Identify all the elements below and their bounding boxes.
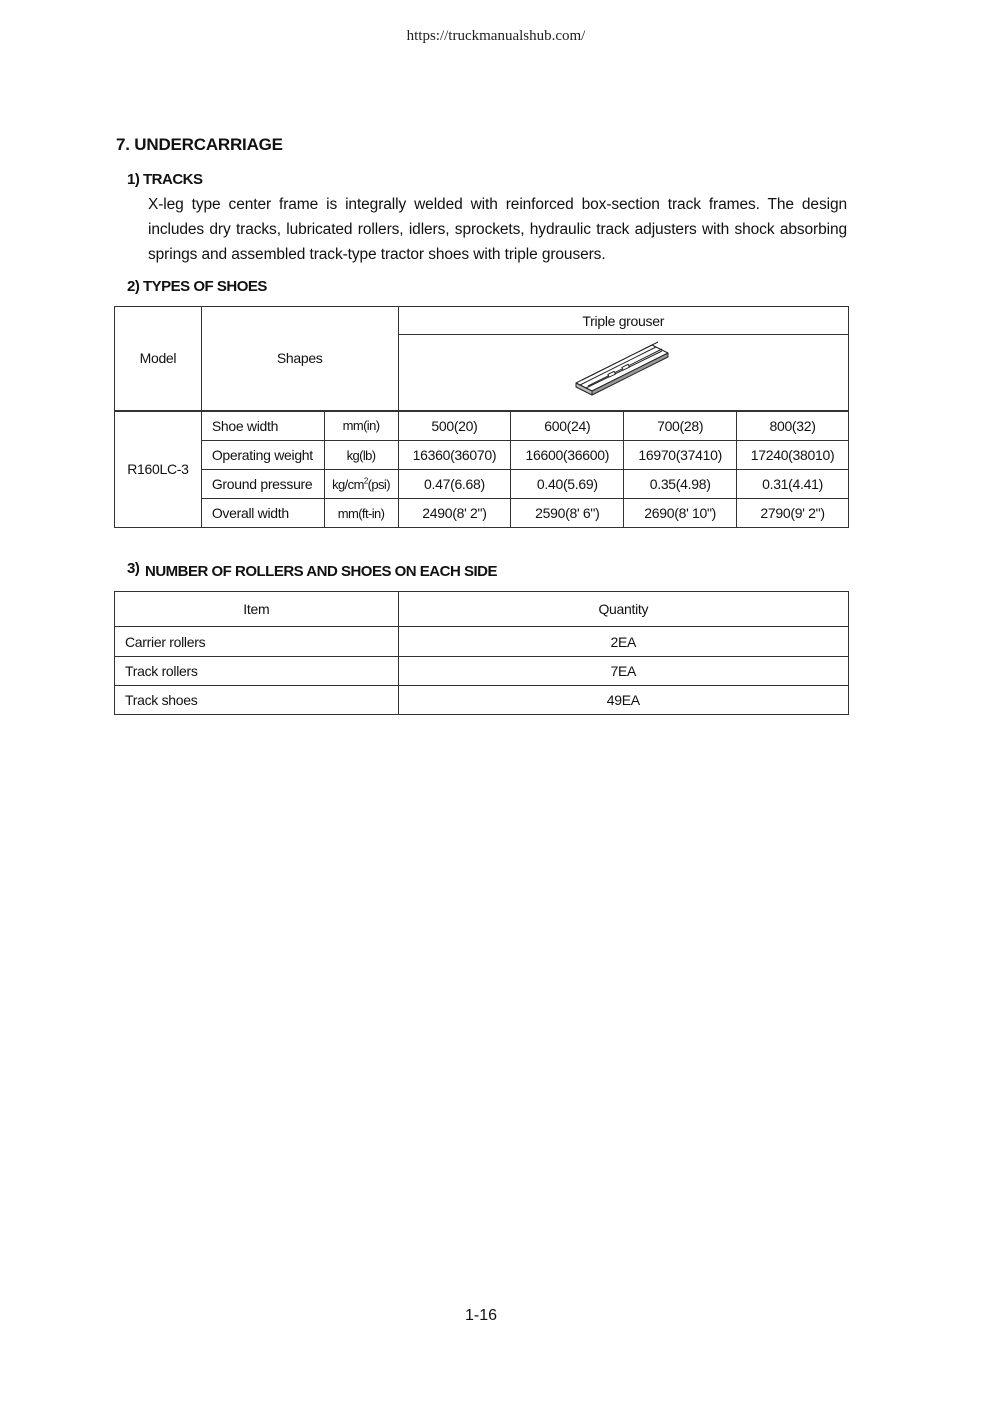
tracks-heading: 1) TRACKS [127, 171, 203, 188]
table-row [115, 411, 849, 441]
value-cell: 700(28) [624, 411, 737, 441]
item-header: Item [115, 592, 399, 627]
value-cell: 16970(37410) [624, 441, 737, 470]
table-header-row [115, 307, 849, 335]
row-label: Overall width [201, 499, 324, 528]
value-cell: 0.40(5.69) [511, 470, 624, 499]
value-cell: 2790(9' 2") [737, 499, 849, 528]
quantity-cell: 2EA [398, 627, 848, 657]
value-cell: 0.47(6.68) [398, 470, 511, 499]
row-unit: mm(in) [324, 411, 398, 441]
row-unit: $kg/cm^2(psi)$ [324, 470, 398, 499]
table-row [115, 686, 849, 715]
shoe-shape-cell [398, 335, 848, 411]
source-url: https://truckmanualshub.com/ [406, 28, 586, 44]
value-cell: 800(32) [737, 411, 849, 441]
row-unit: kg(lb) [324, 441, 398, 470]
value-cell: 2590(8' 6") [511, 499, 624, 528]
item-cell: Track rollers [115, 657, 399, 686]
value-cell: 17240(38010) [737, 441, 849, 470]
value-cell: 2490(8' 2") [398, 499, 511, 528]
shoe-types-table [114, 306, 849, 528]
row-label: Shoe width [201, 411, 324, 441]
value-cell: 16360(36070) [398, 441, 511, 470]
value-cell: 16600(36600) [511, 441, 624, 470]
table-row [115, 499, 849, 528]
value-cell: 0.31(4.41) [737, 470, 849, 499]
table-row [115, 657, 849, 686]
quantity-cell: 49EA [398, 686, 848, 715]
model-name: R160LC-3 [115, 411, 202, 528]
shapes-header: Shapes [201, 307, 398, 411]
triple-grouser-shoe-icon [568, 339, 678, 403]
table-row [115, 441, 849, 470]
table-row [115, 627, 849, 657]
rollers-shoes-table [114, 591, 849, 715]
shoes-heading: 2) TYPES OF SHOES [127, 278, 267, 295]
row-label: Ground pressure [201, 470, 324, 499]
row-label: Operating weight [201, 441, 324, 470]
item-cell: Track shoes [115, 686, 399, 715]
quantity-header: Quantity [398, 592, 848, 627]
value-cell: 600(24) [511, 411, 624, 441]
table-header-row [115, 592, 849, 627]
value-cell: 0.35(4.98) [624, 470, 737, 499]
triple-grouser-header: Triple grouser [398, 307, 848, 335]
table-row [115, 470, 849, 499]
quantity-cell: 7EA [398, 657, 848, 686]
value-cell: 500(20) [398, 411, 511, 441]
tracks-description: X-leg type center frame is integrally welded with reinforced box-section track frames. The design includes dry tracks, lubricated rollers, idlers, sprockets, hydraulic track adjusters with shock absorbing springs and assembled track-type tractor shoes with triple grousers. [148, 196, 847, 263]
item-cell: Carrier rollers [115, 627, 399, 657]
model-header: Model [115, 307, 202, 411]
page-number: 1-16 [464, 1307, 498, 1324]
row-unit: mm(ft-in) [324, 499, 398, 528]
section-title: 7. UNDERCARRIAGE [116, 135, 283, 154]
rollers-heading: 3) NUMBER OF ROLLERS AND SHOES ON EACH SIDE [127, 560, 497, 580]
value-cell: 2690(8' 10") [624, 499, 737, 528]
